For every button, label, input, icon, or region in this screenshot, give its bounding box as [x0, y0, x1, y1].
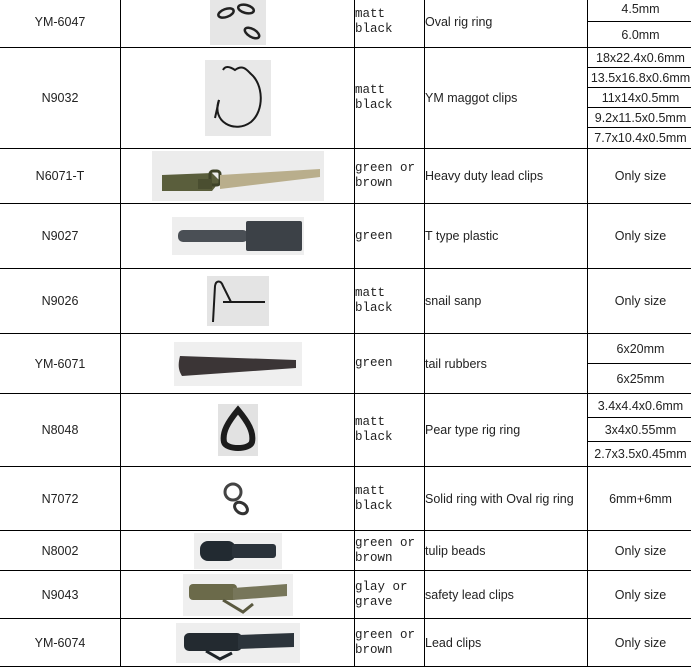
size-cell: [588, 0, 691, 48]
product-description: Oval rig ring: [425, 0, 588, 48]
maggot-clip-photo: [205, 60, 271, 136]
product-description: tulip beads: [425, 531, 588, 571]
size-value: Only size: [588, 269, 691, 334]
size-cell: [588, 48, 691, 149]
product-description: snail sanp: [425, 269, 588, 334]
table-row: [0, 467, 691, 531]
size-value: 4.5mm: [588, 0, 691, 22]
product-color: green or brown: [355, 149, 425, 204]
table-row: [0, 531, 691, 571]
product-description: tail rubbers: [425, 334, 588, 394]
product-description: T type plastic: [425, 204, 588, 269]
product-color: matt black: [355, 394, 425, 467]
size-value: 13.5x16.8x0.6mm: [588, 68, 691, 88]
size-value: 6x25mm: [588, 364, 691, 393]
product-color: glay or grave: [355, 571, 425, 619]
product-image-cell: [121, 0, 355, 48]
product-image-cell: [121, 531, 355, 571]
product-image-cell: [121, 48, 355, 149]
table-row: [0, 619, 691, 667]
product-code: YM-6074: [0, 619, 121, 667]
product-code: N9032: [0, 48, 121, 149]
size-value: 7.7x10.4x0.5mm: [588, 128, 691, 148]
product-code: YM-6071: [0, 334, 121, 394]
snail-snap-photo: [207, 276, 269, 326]
tulip-bead-photo: [194, 533, 282, 569]
size-value: Only size: [588, 619, 691, 667]
product-image-cell: [121, 571, 355, 619]
table-row: [0, 334, 691, 394]
size-cell: [588, 394, 691, 467]
product-image-cell: [121, 619, 355, 667]
product-code: N6071-T: [0, 149, 121, 204]
size-value: 18x22.4x0.6mm: [588, 48, 691, 68]
size-value: Only size: [588, 531, 691, 571]
table-row: [0, 204, 691, 269]
t-type-plastic-photo: [172, 217, 304, 255]
size-value: 3.4x4.4x0.6mm: [588, 394, 691, 418]
table-row: [0, 149, 691, 204]
size-value: 6.0mm: [588, 22, 691, 47]
table-row: [0, 571, 691, 619]
product-code: N8002: [0, 531, 121, 571]
product-image-cell: [121, 204, 355, 269]
size-value: 11x14x0.5mm: [588, 88, 691, 108]
product-code: N8048: [0, 394, 121, 467]
tail-rubber-photo: [174, 342, 302, 386]
table-row: [0, 48, 691, 149]
size-value: 9.2x11.5x0.5mm: [588, 108, 691, 128]
product-image-cell: [121, 394, 355, 467]
product-description: Heavy duty lead clips: [425, 149, 588, 204]
size-value: 6x20mm: [588, 334, 691, 364]
table-row: [0, 394, 691, 467]
size-value: 2.7x3.5x0.45mm: [588, 442, 691, 466]
product-image-cell: [121, 334, 355, 394]
table-row: [0, 0, 691, 48]
safety-lead-clip-photo: [183, 574, 293, 616]
size-value: Only size: [588, 149, 691, 204]
product-image-cell: [121, 149, 355, 204]
product-color: matt black: [355, 467, 425, 531]
product-code: N7072: [0, 467, 121, 531]
product-image-cell: [121, 269, 355, 334]
product-color: green or brown: [355, 619, 425, 667]
heavy-duty-lead-clip-photo: [152, 151, 324, 201]
product-description: Pear type rig ring: [425, 394, 588, 467]
product-color: green: [355, 204, 425, 269]
size-value: 6mm+6mm: [588, 467, 691, 531]
size-value: 3x4x0.55mm: [588, 418, 691, 442]
product-description: YM maggot clips: [425, 48, 588, 149]
product-description: Solid ring with Oval rig ring: [425, 467, 588, 531]
pear-rig-ring-photo: [218, 404, 258, 456]
product-color: green or brown: [355, 531, 425, 571]
size-value: Only size: [588, 571, 691, 619]
product-image-cell: [121, 467, 355, 531]
product-code: N9027: [0, 204, 121, 269]
oval-rig-ring-photo: [210, 0, 266, 45]
table-row: [0, 269, 691, 334]
lead-clip-photo: [176, 623, 300, 663]
product-color: matt black: [355, 48, 425, 149]
product-description: Lead clips: [425, 619, 588, 667]
product-color: matt black: [355, 0, 425, 48]
size-value: Only size: [588, 204, 691, 269]
product-code: N9026: [0, 269, 121, 334]
product-code: N9043: [0, 571, 121, 619]
solid-oval-ring-photo: [215, 478, 261, 520]
product-description: safety lead clips: [425, 571, 588, 619]
product-code: YM-6047: [0, 0, 121, 48]
product-color: matt black: [355, 269, 425, 334]
product-color: green: [355, 334, 425, 394]
size-cell: [588, 334, 691, 394]
